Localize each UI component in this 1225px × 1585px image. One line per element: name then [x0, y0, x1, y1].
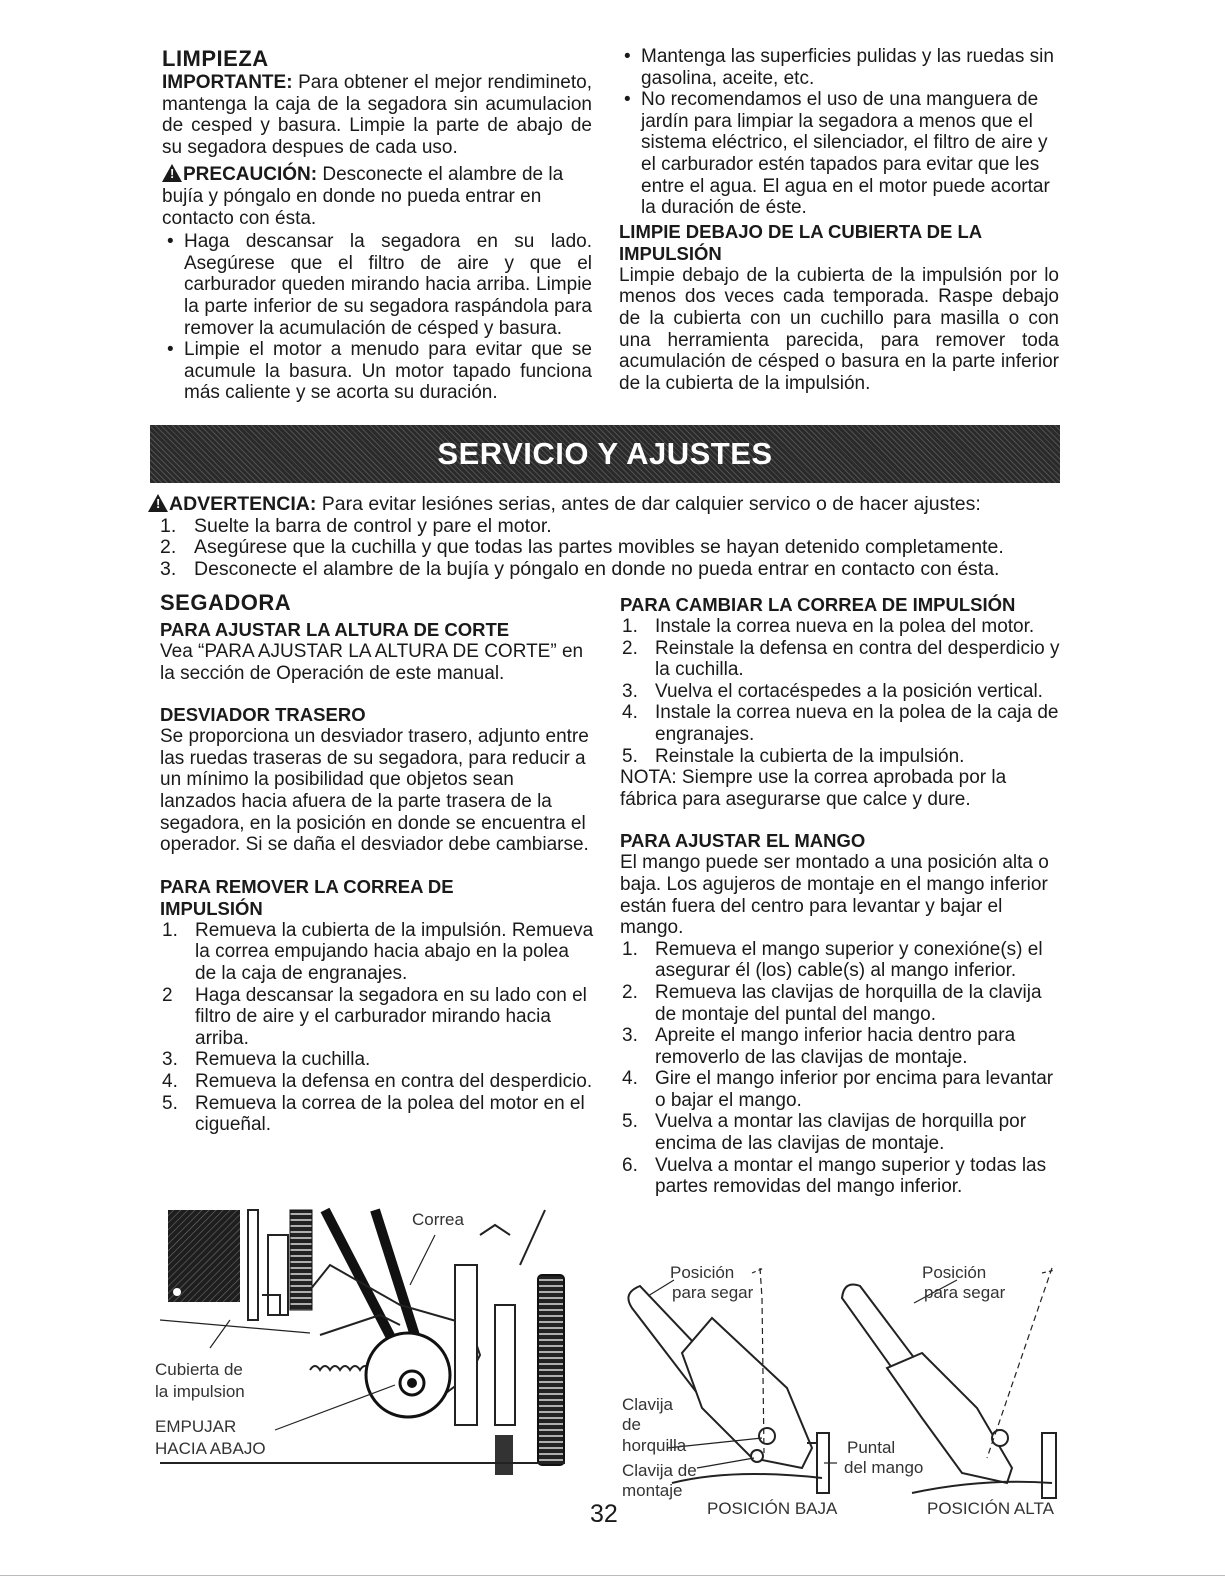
importante-label: IMPORTANTE: — [162, 72, 293, 93]
list-item — [160, 920, 595, 985]
list-item — [160, 1093, 595, 1136]
item-text: Reinstale la defensa en contra del desperdicio y la cuchilla. — [655, 637, 1060, 681]
advertencia-section — [148, 494, 1063, 580]
mango-text: El mango puede ser montado a una posición alta o baja. Los agujeros de montaje en el mango inferior están fuera del centro para levantar y bajar el mango. — [620, 852, 1049, 939]
list-item — [620, 1111, 1060, 1154]
puntal-label-1: Puntal — [847, 1438, 896, 1457]
item-text: Reinstale la cubierta de la impulsión. — [655, 745, 965, 767]
puntal-label-2: del mango — [844, 1458, 924, 1477]
list-item — [620, 702, 1060, 745]
warning-icon — [148, 494, 168, 512]
item-text: Remueva las clavijas de horquilla de la clavija de montaje del puntal del mango. — [655, 981, 1042, 1025]
page-bottom-edge — [0, 1575, 1225, 1576]
limpieza-right-section — [619, 46, 1059, 394]
list-item — [158, 559, 1063, 581]
handle-positions-figure — [612, 1258, 1067, 1523]
item-text: Vuelva a montar las clavijas de horquilla por encima de las clavijas de montaje. — [655, 1111, 1027, 1155]
item-number: 1. — [622, 938, 638, 960]
posicion-label-high-2: para segar — [924, 1283, 1006, 1302]
precaucion-text: Desconecte el alambre de la bujía y póngalo en donde no pueda entrar en contacto con ésta. — [162, 164, 564, 229]
correa-label: Correa — [412, 1210, 464, 1229]
clavija-horquilla-label-1: Clavija — [622, 1395, 674, 1414]
list-item — [620, 1068, 1060, 1111]
mango-list — [620, 939, 1060, 1198]
item-text: Gire el mango inferior por encima para levantar o bajar el mango. — [655, 1068, 1054, 1111]
item-number: 1. — [622, 616, 638, 637]
nota-text: NOTA: Siempre use la correa aprobada por la fábrica para asegurarse que calce y dure. — [620, 767, 1007, 810]
posicion-label-low-1: Posición — [670, 1263, 735, 1282]
limpie-debajo-text: Limpie debajo de la cubierta de la impulsión por lo menos dos veces cada temporada. Raspe debajo de la cubierta con un cuchillo para masilla o con una herramienta parecida, para remover toda acumulación de césped o basura en la parte inferior de la cubierta de la impulsión. — [619, 264, 1059, 394]
list-item — [620, 638, 1060, 681]
item-number: 3. — [162, 1049, 178, 1071]
posicion-alta-label: POSICIÓN ALTA — [927, 1499, 1054, 1518]
item-text: Remueva la cubierta de la impulsión. Remueva la correa empujando hacia abajo en la polea de la caja de engranajes. — [195, 919, 594, 984]
list-item — [620, 616, 1060, 638]
item-number: 4. — [162, 1070, 178, 1092]
importante-text: Para obtener el mejor rendimineto, mantenga la caja de la segadora sin acumulacion de cesped y basura. Limpie la parte de abajo de su segadora despues de cada uso. — [162, 72, 592, 158]
advertencia-label: ADVERTENCIA: — [169, 493, 317, 515]
precaucion-label: PRECAUCIÓN: — [183, 164, 318, 186]
banner-title: SERVICIO Y AJUSTES — [437, 436, 773, 471]
item-text: Suelte la barra de control y pare el motor. — [194, 514, 552, 537]
empujar-label-2: HACIA ABAJO — [155, 1439, 266, 1458]
warning-icon — [162, 164, 182, 182]
segadora-title: SEGADORA — [160, 590, 292, 615]
posicion-label-low-2: para segar — [672, 1283, 754, 1302]
list-item — [620, 681, 1060, 703]
clavija-montaje-label-2: montaje — [622, 1481, 683, 1500]
item-number: 2 — [162, 984, 173, 1006]
altura-title: PARA AJUSTAR LA ALTURA DE CORTE — [160, 619, 510, 640]
list-item: • Mantenga las superficies pulidas y las ruedas sin gasolina, aceite, etc. — [619, 46, 1059, 89]
item-text: Instale la correa nueva en la polea de la caja de engranajes. — [655, 702, 1059, 745]
list-item — [620, 746, 1060, 768]
list-item — [620, 939, 1060, 982]
item-number: 3. — [160, 557, 177, 580]
item-number: 6. — [622, 1154, 638, 1176]
list-item: • No recomendamos el uso de una manguera de jardín para limpiar la segadora a menos que el sistema eléctrico, el silenciador, el filtro de aire y el carburador estén tapados para evitar que les entre el agua. El agua en el motor puede acortar la duración de éste. — [619, 89, 1059, 219]
item-number: 5. — [162, 1092, 178, 1114]
remover-title: PARA REMOVER LA CORREA DE IMPULSIÓN — [160, 875, 454, 919]
item-text: Remueva el mango superior y conexióne(s) el asegurar él (los) cable(s) al mango inferior. — [655, 938, 1043, 982]
precaucion-paragraph — [162, 164, 592, 229]
cubierta-label-2: la impulsion — [155, 1382, 245, 1401]
limpieza-section — [162, 46, 592, 404]
desviador-title: DESVIADOR TRASERO — [160, 704, 366, 726]
list-item — [620, 1025, 1060, 1068]
list-item — [158, 516, 1063, 538]
list-item — [160, 985, 595, 1050]
item-text: Asegúrese que la cuchilla y que todas las partes movibles se hayan detenido completamente. — [194, 536, 1004, 559]
item-text: Vuelva a montar el mango superior y todas las partes removidas del mango inferior. — [655, 1154, 1047, 1198]
item-number: 4. — [622, 1068, 638, 1090]
advertencia-paragraph — [148, 494, 1063, 516]
list-item — [158, 537, 1063, 559]
item-text: Remueva la correa de la polea del motor en el cigueñal. — [195, 1092, 585, 1136]
engine-block — [168, 1210, 240, 1302]
wheel — [538, 1275, 564, 1465]
remover-list — [160, 920, 595, 1136]
item-number: 2. — [160, 536, 177, 559]
item-text: Instale la correa nueva en la polea del motor. — [655, 616, 1035, 637]
drive-belt-figure — [150, 1205, 580, 1495]
item-number: 1. — [160, 514, 177, 537]
item-number: 2. — [622, 981, 638, 1003]
importante-paragraph — [162, 72, 592, 158]
item-number: 4. — [622, 702, 638, 724]
list-item: • Limpie el motor a menudo para evitar que se acumule la basura. Un motor tapado funciona más caliente y se acorta su duración. — [162, 339, 592, 404]
posicion-baja-label: POSICIÓN BAJA — [707, 1499, 838, 1518]
item-number: 5. — [622, 1111, 638, 1133]
page-number: 32 — [590, 1500, 618, 1528]
list-item — [620, 982, 1060, 1025]
item-number: 5. — [622, 745, 638, 767]
list-item — [160, 1071, 595, 1093]
list-item — [160, 1049, 595, 1071]
cambiar-section — [620, 594, 1060, 1198]
clavija-horquilla-label-2: de — [622, 1415, 641, 1434]
item-text: Haga descansar la segadora en su lado con el filtro de aire y el carburador mirando hacia arriba. — [195, 984, 587, 1049]
cambiar-list — [620, 616, 1060, 767]
item-text: Remueva la cuchilla. — [195, 1049, 371, 1071]
item-text: Remueva la defensa en contra del desperdicio. — [195, 1070, 593, 1092]
section-banner — [150, 425, 1060, 483]
mango-title: PARA AJUSTAR EL MANGO — [620, 830, 866, 852]
limpie-debajo-title: LIMPIE DEBAJO DE LA CUBIERTA DE LA IMPULSIÓN — [619, 220, 982, 264]
item-text: Vuelva el cortacéspedes a la posición vertical. — [655, 680, 1043, 702]
limpieza-right-bullets — [619, 46, 1059, 219]
empujar-label-1: EMPUJAR — [155, 1417, 237, 1436]
advertencia-text: Para evitar lesiónes serias, antes de dar calquier servico o de hacer ajustes: — [316, 493, 981, 515]
altura-text: Vea “PARA AJUSTAR LA ALTURA DE CORTE” en la sección de Operación de este manual. — [160, 641, 584, 684]
clavija-horquilla-label-3: horquilla — [622, 1436, 687, 1455]
item-text: Apreite el mango inferior hacia dentro para removerlo de las clavijas de montaje. — [655, 1025, 1016, 1068]
item-number: 3. — [622, 680, 638, 702]
segadora-section — [160, 590, 595, 1136]
advertencia-list — [158, 516, 1063, 581]
limpieza-bullets — [162, 231, 592, 404]
posicion-label-high-1: Posición — [922, 1263, 987, 1282]
limpieza-title: LIMPIEZA — [162, 46, 269, 71]
cambiar-title: PARA CAMBIAR LA CORREA DE IMPULSIÓN — [620, 594, 1016, 615]
item-text: Desconecte el alambre de la bujía y póngalo en donde no pueda entrar en contacto con ésta. — [194, 557, 1000, 580]
item-number: 1. — [162, 919, 178, 941]
item-number: 3. — [622, 1025, 638, 1047]
item-number: 2. — [622, 637, 638, 659]
desviador-text: Se proporciona un desviador trasero, adjunto entre las ruedas traseras de su segadora, para reducir a un mínimo la posibilidad que objetos sean lanzados hacia afuera de la parte trasera de la segadora, en la posición en donde se encuentra el operador. Si se daña el desviador debe cambiarse. — [160, 726, 589, 856]
pulley — [366, 1333, 450, 1417]
cubierta-label-1: Cubierta de — [155, 1360, 243, 1379]
list-item — [620, 1155, 1060, 1198]
clavija-montaje-label-1: Clavija de — [622, 1461, 697, 1480]
list-item: • Haga descansar la segadora en su lado. Asegúrese que el filtro de aire y que el carburador queden mirando hacia arriba. Limpie la parte inferior de su segadora raspándola para remover la acumulación de césped y basura. — [162, 231, 592, 339]
